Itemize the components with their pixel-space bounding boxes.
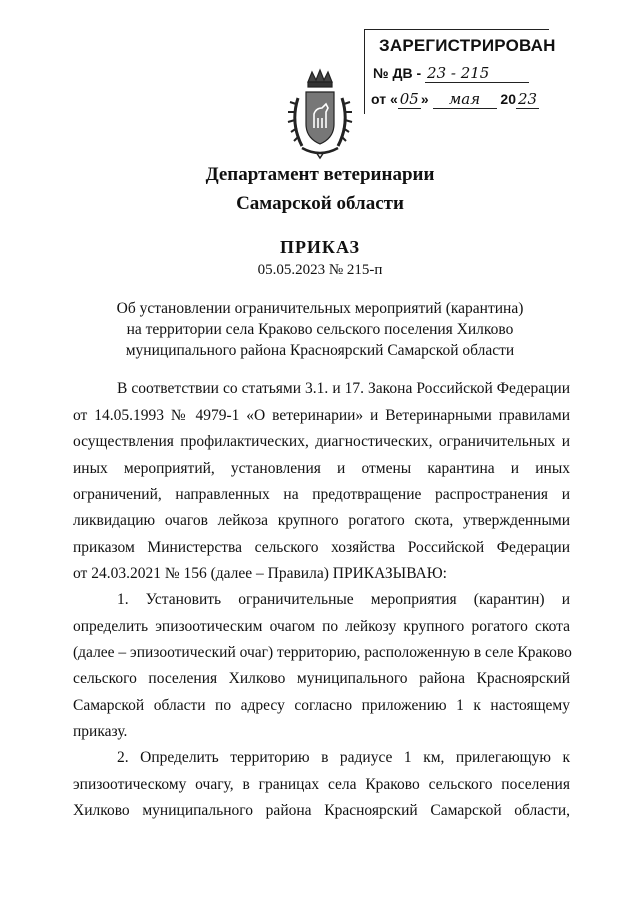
body-line: от 24.03.2021 № 156 (далее – Правила) ПРИКАЗЫВАЮ: [73, 565, 447, 582]
subject-line-3: муниципального района Красноярский Самарской области [125, 342, 515, 359]
body-line: Самарской области по адресу согласно приложению 1 к настоящему [73, 697, 570, 714]
stamp-date-month: мая [433, 90, 497, 109]
body-line: сельского поселения Хилково муниципального района Красноярский [73, 670, 570, 687]
subject-line-1: Об установлении ограничительных мероприятий (карантина) [116, 300, 524, 317]
stamp-date-mid: » [420, 91, 429, 107]
stamp-number-prefix: № ДВ - [373, 65, 422, 81]
subject-line-2: на территории села Краково сельского поселения Хилково [126, 321, 514, 338]
body-line: от 14.05.1993 № 4979-1 «О ветеринарии» и Ветеринарными правилами [73, 407, 570, 424]
department-name-line2: Самарской области [236, 193, 404, 214]
body-line: 1. Установить ограничительные мероприятия (карантин) и [117, 591, 570, 608]
stamp-number-value: 23 - 215 [425, 64, 529, 83]
stamp-date-day: 05 [399, 90, 419, 108]
samara-coat-of-arms-icon [286, 68, 354, 160]
body-line: Хилково муниципального района Красноярский Самарской области, [73, 802, 570, 819]
body-line: осуществления профилактических, диагностических, ограничительных и [73, 433, 570, 450]
body-line: (далее – эпизоотический очаг) территорию, расположенную в селе Краково [73, 644, 572, 661]
stamp-number [373, 64, 529, 83]
registration-stamp [364, 29, 556, 114]
body-line: приказом Министерства сельского хозяйства Российской Федерации [73, 539, 570, 556]
document-type: ПРИКАЗ [279, 237, 361, 257]
stamp-date-year-prefix: 20 [500, 91, 516, 107]
department-name-line1: Департамент ветеринарии [205, 164, 435, 185]
body-line: ограничений, направленных на предотвращение распространения и [73, 486, 570, 503]
body-line: В соответствии со статьями 3.1. и 17. Закона Российской Федерации [117, 380, 570, 397]
body-line: приказу. [73, 723, 128, 740]
stamp-title: ЗАРЕГИСТРИРОВАН [379, 36, 556, 55]
stamp-date [371, 90, 539, 109]
body-line: эпизоотическому очагу, в границах села Краково сельского поселения [73, 776, 570, 793]
body-line: ликвидацию очагов лейкоза крупного рогатого скота, утвержденными [73, 512, 570, 529]
body-line: 2. Определить территорию в радиусе 1 км, прилегающую к [117, 749, 570, 766]
stamp-date-year-suffix: 23 [518, 90, 538, 108]
body-line: определить эпизоотическим очагом по лейкозу крупного рогатого скота [73, 618, 570, 635]
document-date-number: 05.05.2023 № 215-п [257, 262, 383, 278]
stamp-date-prefix: от « [371, 91, 398, 107]
body-line: иных мероприятий, установления и отмены карантина и иных [73, 460, 570, 477]
